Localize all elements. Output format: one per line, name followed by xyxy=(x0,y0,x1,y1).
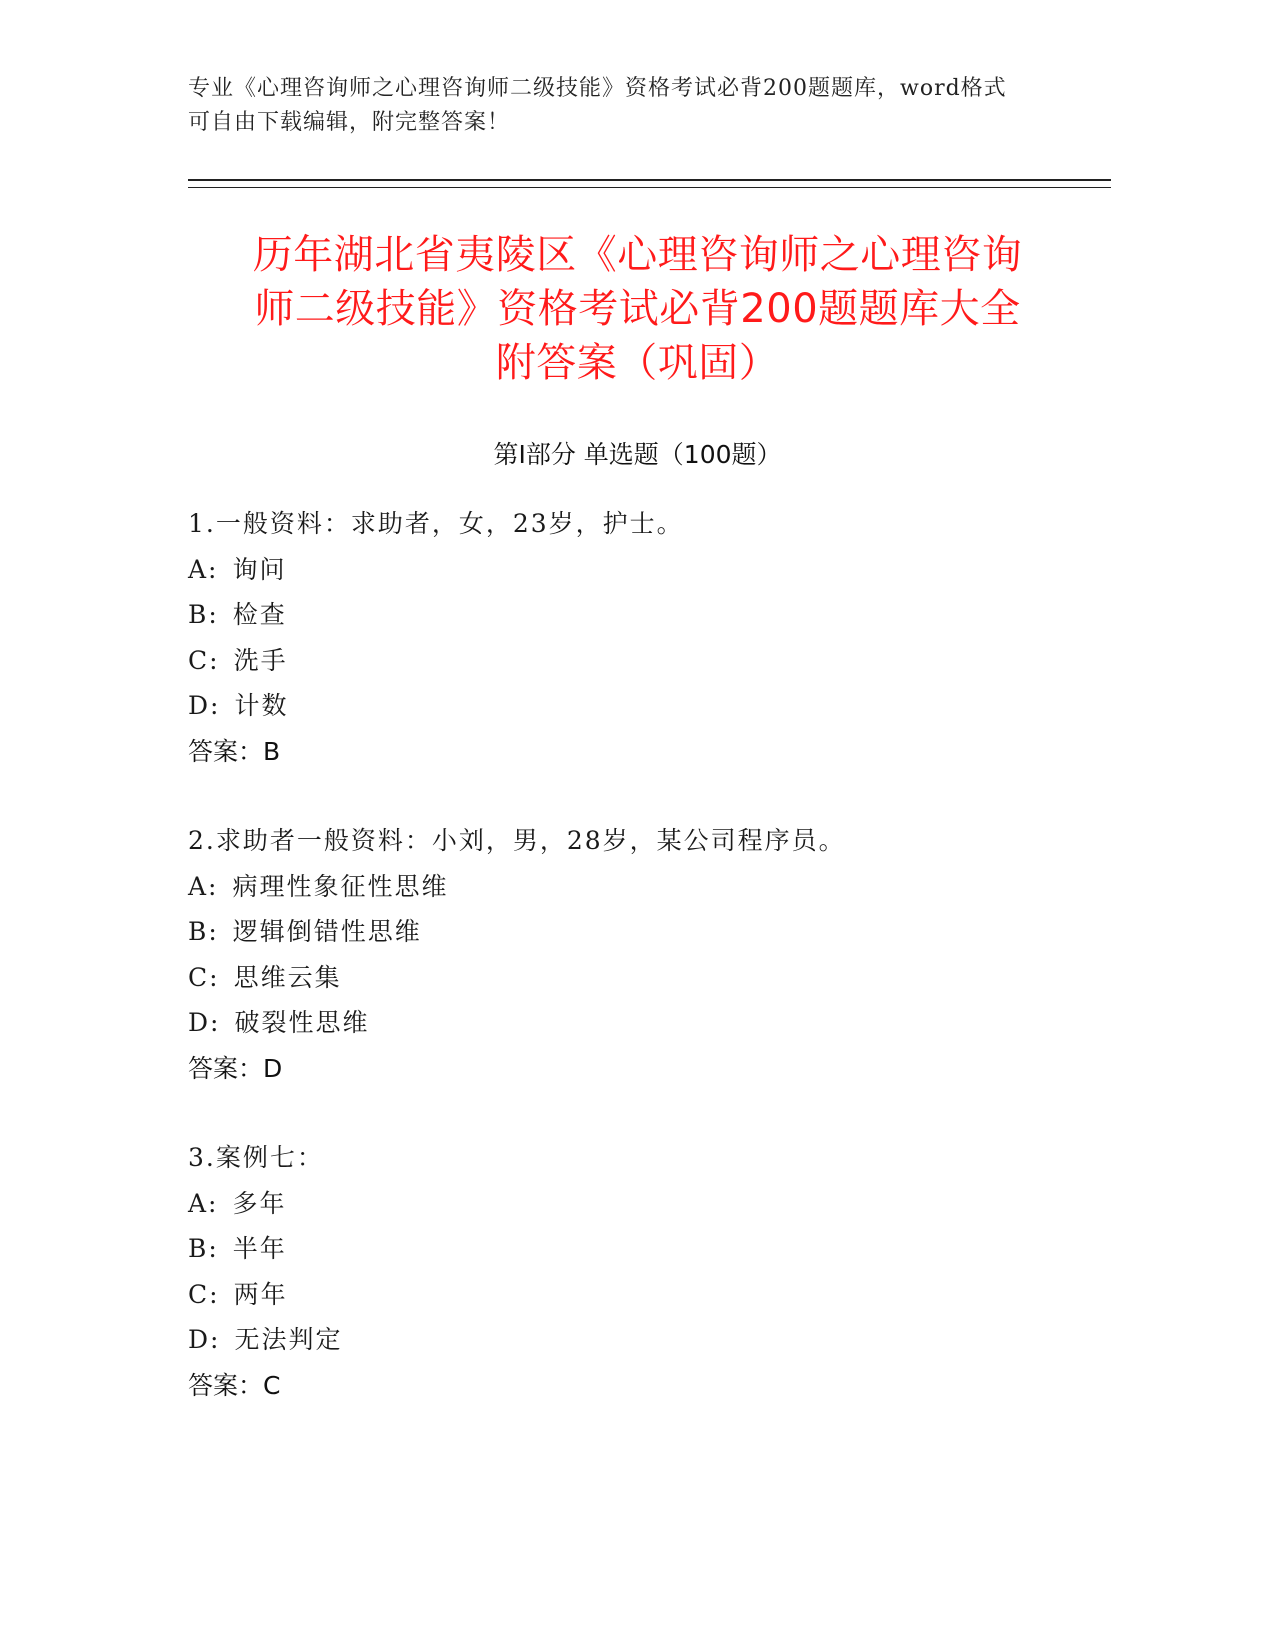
document-title-line-1: 历年湖北省夷陵区《心理咨询师之心理咨询 xyxy=(252,232,1023,278)
question-3 xyxy=(188,1135,1088,1408)
document-title-line-3: 附答案（巩固） xyxy=(495,340,780,386)
option-a xyxy=(188,864,1088,910)
question-stem: 2.求助者一般资料：小刘，男，28岁，某公司程序员。 xyxy=(188,826,846,855)
option-text: 无法判定 xyxy=(234,1325,343,1354)
option-label: C: xyxy=(188,962,220,992)
header-note-line-2: 可自由下载编辑，附完整答案！ xyxy=(188,110,511,135)
option-text: 询问 xyxy=(232,554,287,584)
answer: 答案：B xyxy=(188,736,281,766)
option-d xyxy=(188,683,1088,729)
option-text: 思维云集 xyxy=(233,962,342,992)
option-label: A: xyxy=(188,554,219,584)
header-note xyxy=(188,72,1088,140)
option-label: B: xyxy=(188,917,219,946)
option-a xyxy=(188,547,1088,593)
section-title: 第Ⅰ部分 单选题（100题） xyxy=(493,440,782,469)
option-label: D: xyxy=(188,1325,221,1354)
option-text: 逻辑倒错性思维 xyxy=(232,917,422,946)
option-text: 检查 xyxy=(232,600,287,629)
option-text: 计数 xyxy=(234,691,289,720)
option-d xyxy=(188,1000,1088,1046)
question-2 xyxy=(188,818,1088,1091)
option-label: A: xyxy=(188,1188,219,1218)
option-label: C: xyxy=(188,1279,220,1309)
option-c xyxy=(188,1272,1088,1318)
option-b xyxy=(188,592,1088,638)
option-b xyxy=(188,909,1088,955)
option-label: B: xyxy=(188,1234,219,1263)
document-title-line-2: 师二级技能》资格考试必背200题题库大全 xyxy=(254,286,1021,332)
question-stem: 3.案例七： xyxy=(188,1143,324,1172)
option-text: 半年 xyxy=(232,1234,287,1263)
option-c xyxy=(188,955,1088,1001)
answer: 答案：D xyxy=(188,1053,283,1083)
option-label: C: xyxy=(188,645,220,675)
option-text: 两年 xyxy=(233,1279,288,1309)
option-text: 病理性象征性思维 xyxy=(232,871,449,901)
option-label: A: xyxy=(188,871,219,901)
answer: 答案：C xyxy=(188,1370,281,1400)
header-divider xyxy=(188,179,1111,188)
question-stem: 1.一般资料：求助者，女，23岁，护士。 xyxy=(188,509,684,538)
header-note-line-1: 专业《心理咨询师之心理咨询师二级技能》资格考试必背200题题库，word格式 xyxy=(188,76,1007,101)
option-b xyxy=(188,1226,1088,1272)
option-a xyxy=(188,1181,1088,1227)
option-text: 破裂性思维 xyxy=(234,1008,370,1037)
option-label: D: xyxy=(188,691,221,720)
option-label: D: xyxy=(188,1008,221,1037)
option-c xyxy=(188,638,1088,684)
document-title xyxy=(150,228,1125,390)
option-label: B: xyxy=(188,600,219,629)
option-text: 多年 xyxy=(232,1188,287,1218)
option-d xyxy=(188,1317,1088,1363)
option-text: 洗手 xyxy=(233,645,288,675)
question-1 xyxy=(188,501,1088,774)
